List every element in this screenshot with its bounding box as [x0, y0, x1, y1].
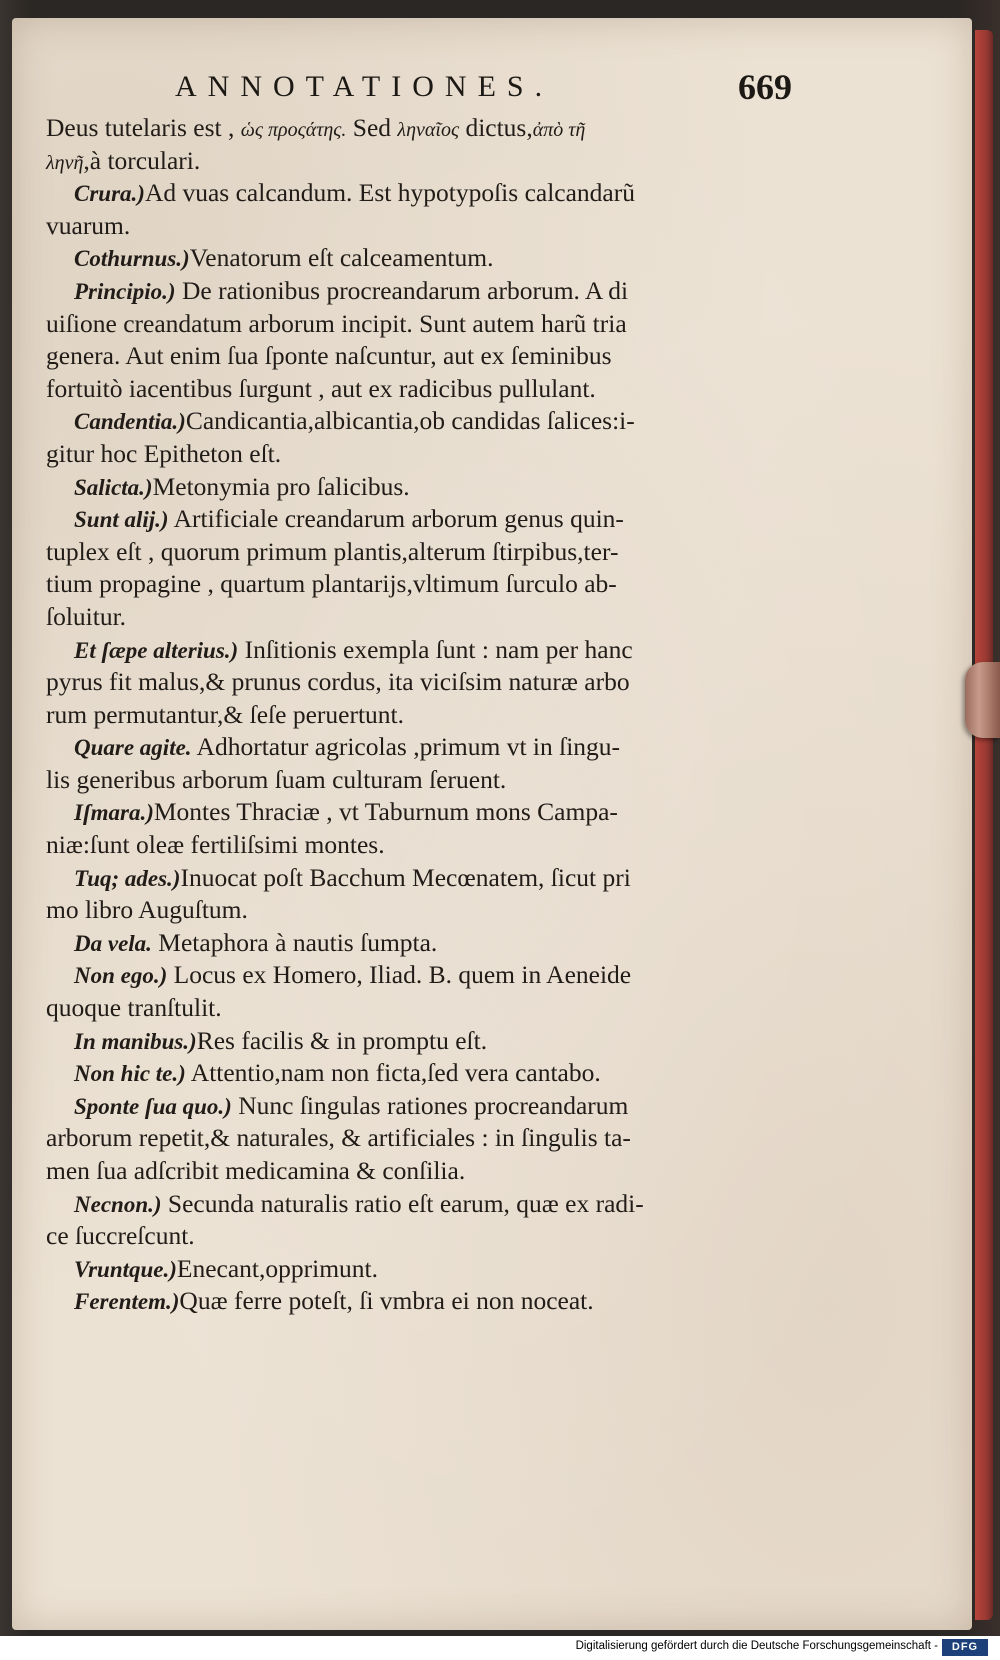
- body-text: Inuocat poſt Bacchum Mecœnatem, ſicut pri: [180, 862, 631, 892]
- body-text: Inſitionis exempla ſunt : nam per hanc: [238, 634, 633, 664]
- lemma: In manibus.): [74, 1028, 197, 1054]
- text-line: [46, 699, 806, 732]
- body-text: vuarum.: [46, 210, 131, 240]
- dfg-logo: DFG: [942, 1639, 988, 1656]
- lemma: Quare agite.: [74, 735, 192, 761]
- annotation-text: [46, 112, 806, 1318]
- body-text: uiſione creandatum arborum incipit. Sunt autem harũ tria: [46, 308, 627, 338]
- text-line: [46, 764, 806, 797]
- text-line: [46, 373, 806, 406]
- body-text: Montes Thraciæ , vt Taburnum mons Campa-: [153, 797, 618, 827]
- body-text: Deus tutelaris est ,: [46, 113, 241, 142]
- body-text: Res facilis & in promptu eſt.: [196, 1025, 488, 1055]
- lemma: Et ſæpe alterius.): [74, 637, 239, 663]
- text-line: [46, 829, 806, 862]
- body-text: niæ:ſunt oleæ fertiliſsimi montes.: [46, 830, 385, 860]
- body-text: Candicantia,albicantia,ob candidas ſalices:i-: [185, 406, 635, 436]
- text-line: [46, 1057, 806, 1090]
- lemma: Principio.): [74, 278, 176, 304]
- page-edge: [975, 30, 993, 1620]
- greek-text: ληνῆ: [46, 151, 84, 174]
- lemma: Sunt alij.): [74, 507, 169, 533]
- lemma: Ferentem.): [74, 1289, 180, 1315]
- text-line: [46, 1253, 806, 1286]
- body-text: gitur hoc Epitheton eſt.: [46, 438, 282, 468]
- text-line: [46, 601, 806, 634]
- body-text: tium propagine , quartum plantarijs,vltimum ſurculo ab-: [46, 569, 617, 599]
- text-line: [46, 992, 806, 1025]
- text-line: [46, 340, 806, 373]
- text-line: [46, 471, 806, 504]
- text-line: [46, 1025, 806, 1058]
- body-text: Ad vuas calcandum. Est hypotypoſis calcandarũ: [144, 178, 635, 208]
- text-line: [46, 275, 806, 308]
- lemma: Crura.): [74, 181, 145, 207]
- lemma: Vruntque.): [74, 1256, 177, 1282]
- body-text: dictus,: [459, 113, 533, 142]
- body-text: pyrus fit malus,& prunus cordus, ita viciſsim naturæ arbo: [46, 667, 630, 697]
- lemma: Non hic te.): [74, 1061, 186, 1087]
- lemma: Necnon.): [74, 1191, 162, 1217]
- page-number: 669: [738, 67, 792, 107]
- body-text: lis generibus arborum ſuam culturam ſeruent.: [46, 764, 507, 794]
- text-line: [46, 242, 806, 275]
- body-text: tuplex eſt , quorum primum plantis,alterum ſtirpibus,ter-: [46, 536, 619, 566]
- text-line: [46, 503, 806, 536]
- body-text: quoque tranſtulit.: [46, 993, 222, 1023]
- lemma: Salicta.): [74, 474, 153, 500]
- text-line: [46, 731, 806, 764]
- text-line: [46, 308, 806, 341]
- text-line: [46, 959, 806, 992]
- lemma: Candentia.): [74, 409, 186, 435]
- greek-text: ἀπὸ τῆ: [532, 119, 586, 141]
- text-line: [46, 894, 806, 927]
- lemma: Sponte ſua quo.): [74, 1093, 232, 1119]
- body-text: Enecant,opprimunt.: [176, 1253, 379, 1283]
- footer-credit: Digitalisierung gefördert durch die Deutsche Forschungsgemeinschaft -: [575, 1640, 938, 1652]
- running-header: ANNOTATIONES.: [175, 70, 554, 103]
- body-text: mo libro Auguſtum.: [46, 895, 248, 925]
- lemma: Cothurnus.): [74, 246, 190, 272]
- body-text: ,à torculari.: [83, 145, 201, 175]
- text-line: [46, 634, 806, 667]
- page-clip: [965, 662, 1000, 738]
- text-line: [46, 1285, 806, 1318]
- lemma: Da vela.: [74, 930, 152, 956]
- greek-text: ὡς προςάτης.: [240, 119, 347, 141]
- body-text: Venatorum eſt calceamentum.: [189, 243, 494, 273]
- body-text: De rationibus procreandarum arborum. A di: [175, 275, 629, 305]
- text-line: [46, 666, 806, 699]
- body-text: men ſua adſcribit medicamina & conſilia.: [46, 1156, 466, 1185]
- lemma: Tuq; ades.): [74, 865, 181, 891]
- lemma: Iſmara.): [74, 800, 154, 826]
- body-text: Metaphora à nautis ſumpta.: [151, 927, 438, 957]
- text-line: [46, 210, 806, 243]
- text-line: [46, 862, 806, 895]
- text-line: [46, 438, 806, 471]
- text-line: [46, 536, 806, 569]
- footer-bar: [0, 1636, 1000, 1660]
- text-line: [46, 1220, 806, 1253]
- text-line: [46, 405, 806, 438]
- body-text: Attentio,nam non ficta,ſed vera cantabo.: [185, 1058, 601, 1088]
- lemma: Non ego.): [74, 963, 168, 989]
- body-text: Adhortatur agricolas ,primum vt in ſingu-: [191, 732, 621, 762]
- body-text: Quæ ferre poteſt, ſi vmbra ei non noceat.: [179, 1286, 594, 1316]
- body-text: Artificiale creandarum arborum genus quin-: [168, 504, 624, 534]
- body-text: Metonymia pro ſalicibus.: [152, 471, 410, 501]
- body-text: Nunc ſingulas rationes procreandarum: [231, 1090, 629, 1120]
- body-text: arborum repetit,& naturales, & artificiales : in ſingulis ta-: [46, 1123, 631, 1153]
- body-text: ſoluitur.: [46, 601, 127, 631]
- body-text: rum permutantur,& ſeſe peruertunt.: [46, 699, 404, 729]
- text-line: [46, 177, 806, 210]
- body-text: genera. Aut enim ſua ſponte naſcuntur, aut ex ſeminibus: [46, 341, 612, 371]
- body-text: Secunda naturalis ratio eſt earum, quæ ex radi-: [161, 1188, 644, 1218]
- text-line: [46, 1188, 806, 1221]
- text-line: [46, 568, 806, 601]
- text-line: [46, 1122, 806, 1155]
- body-text: ce ſuccreſcunt.: [46, 1221, 195, 1251]
- greek-text: ληναῖος: [397, 119, 460, 141]
- text-line: [46, 1090, 806, 1123]
- body-text: Sed: [346, 113, 398, 142]
- text-line: [46, 796, 806, 829]
- text-line: [46, 112, 806, 145]
- text-line: [46, 145, 806, 178]
- text-line: [46, 1155, 806, 1188]
- body-text: fortuitò iacentibus ſurgunt , aut ex radicibus pullulant.: [46, 373, 596, 403]
- body-text: Locus ex Homero, Iliad. B. quem in Aeneide: [167, 960, 632, 990]
- text-line: [46, 927, 806, 960]
